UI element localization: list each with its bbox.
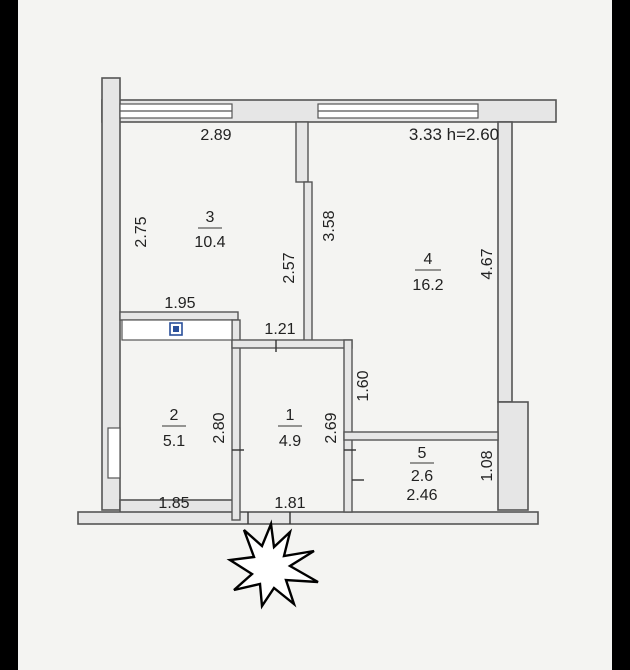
room-4-area: 16.2 [412, 277, 444, 294]
dim-room5-width: 2.46 [406, 487, 438, 504]
dim-room3-right-height: 2.57 [281, 252, 298, 284]
partition-room3-4-top [296, 122, 308, 182]
room-1-number: 1 [285, 407, 295, 424]
right-wall [498, 122, 512, 402]
room-5-area: 2.6 [410, 468, 434, 485]
dim-kitchen-counter-width: 1.95 [164, 295, 196, 312]
partition-room1-top [232, 340, 352, 348]
room-3-label [194, 209, 225, 251]
height-label: 3.33 h=2.60 [408, 125, 500, 144]
plan-sheet [18, 0, 612, 670]
window-room2 [108, 428, 120, 478]
dim-room5-right-height: 1.08 [479, 450, 496, 482]
dim-partition-height: 3.58 [321, 210, 338, 242]
partition-room3-4 [304, 182, 312, 342]
dim-room3-left-height: 2.75 [133, 216, 150, 248]
room-3-area: 10.4 [194, 234, 226, 251]
partition-room2-1 [232, 320, 240, 520]
dim-top-left-width: 2.89 [200, 127, 232, 144]
room-2-area: 5.1 [162, 433, 186, 450]
room-1-label [278, 407, 302, 450]
partition-room5-top [344, 432, 498, 440]
dim-room2-right-height: 2.80 [211, 412, 228, 444]
room-5-label [410, 445, 434, 485]
floor-plan [18, 0, 612, 670]
room-1-area: 4.9 [278, 433, 302, 450]
right-wall-lower [498, 402, 528, 510]
dim-room1-bottom-width: 1.81 [274, 495, 306, 512]
room-3-number: 3 [205, 209, 215, 226]
kitchen-counter-wall [120, 312, 238, 320]
bottom-wall [78, 512, 538, 524]
dim-room4-right-height: 4.67 [479, 248, 496, 280]
dim-room1-right-height: 2.69 [323, 412, 340, 444]
room-4-label [412, 251, 443, 294]
partition-room1-5 [344, 340, 352, 512]
room-2-label [162, 407, 186, 450]
room-2-number: 2 [169, 407, 179, 424]
dim-corridor-top-width: 1.21 [264, 321, 296, 338]
room-4-number: 4 [423, 251, 433, 268]
entrance-star-icon [230, 524, 318, 606]
dim-room2-bottom-width: 1.85 [158, 495, 190, 512]
room-5-number: 5 [417, 445, 427, 462]
dim-room5-partition-height: 1.60 [355, 370, 372, 402]
